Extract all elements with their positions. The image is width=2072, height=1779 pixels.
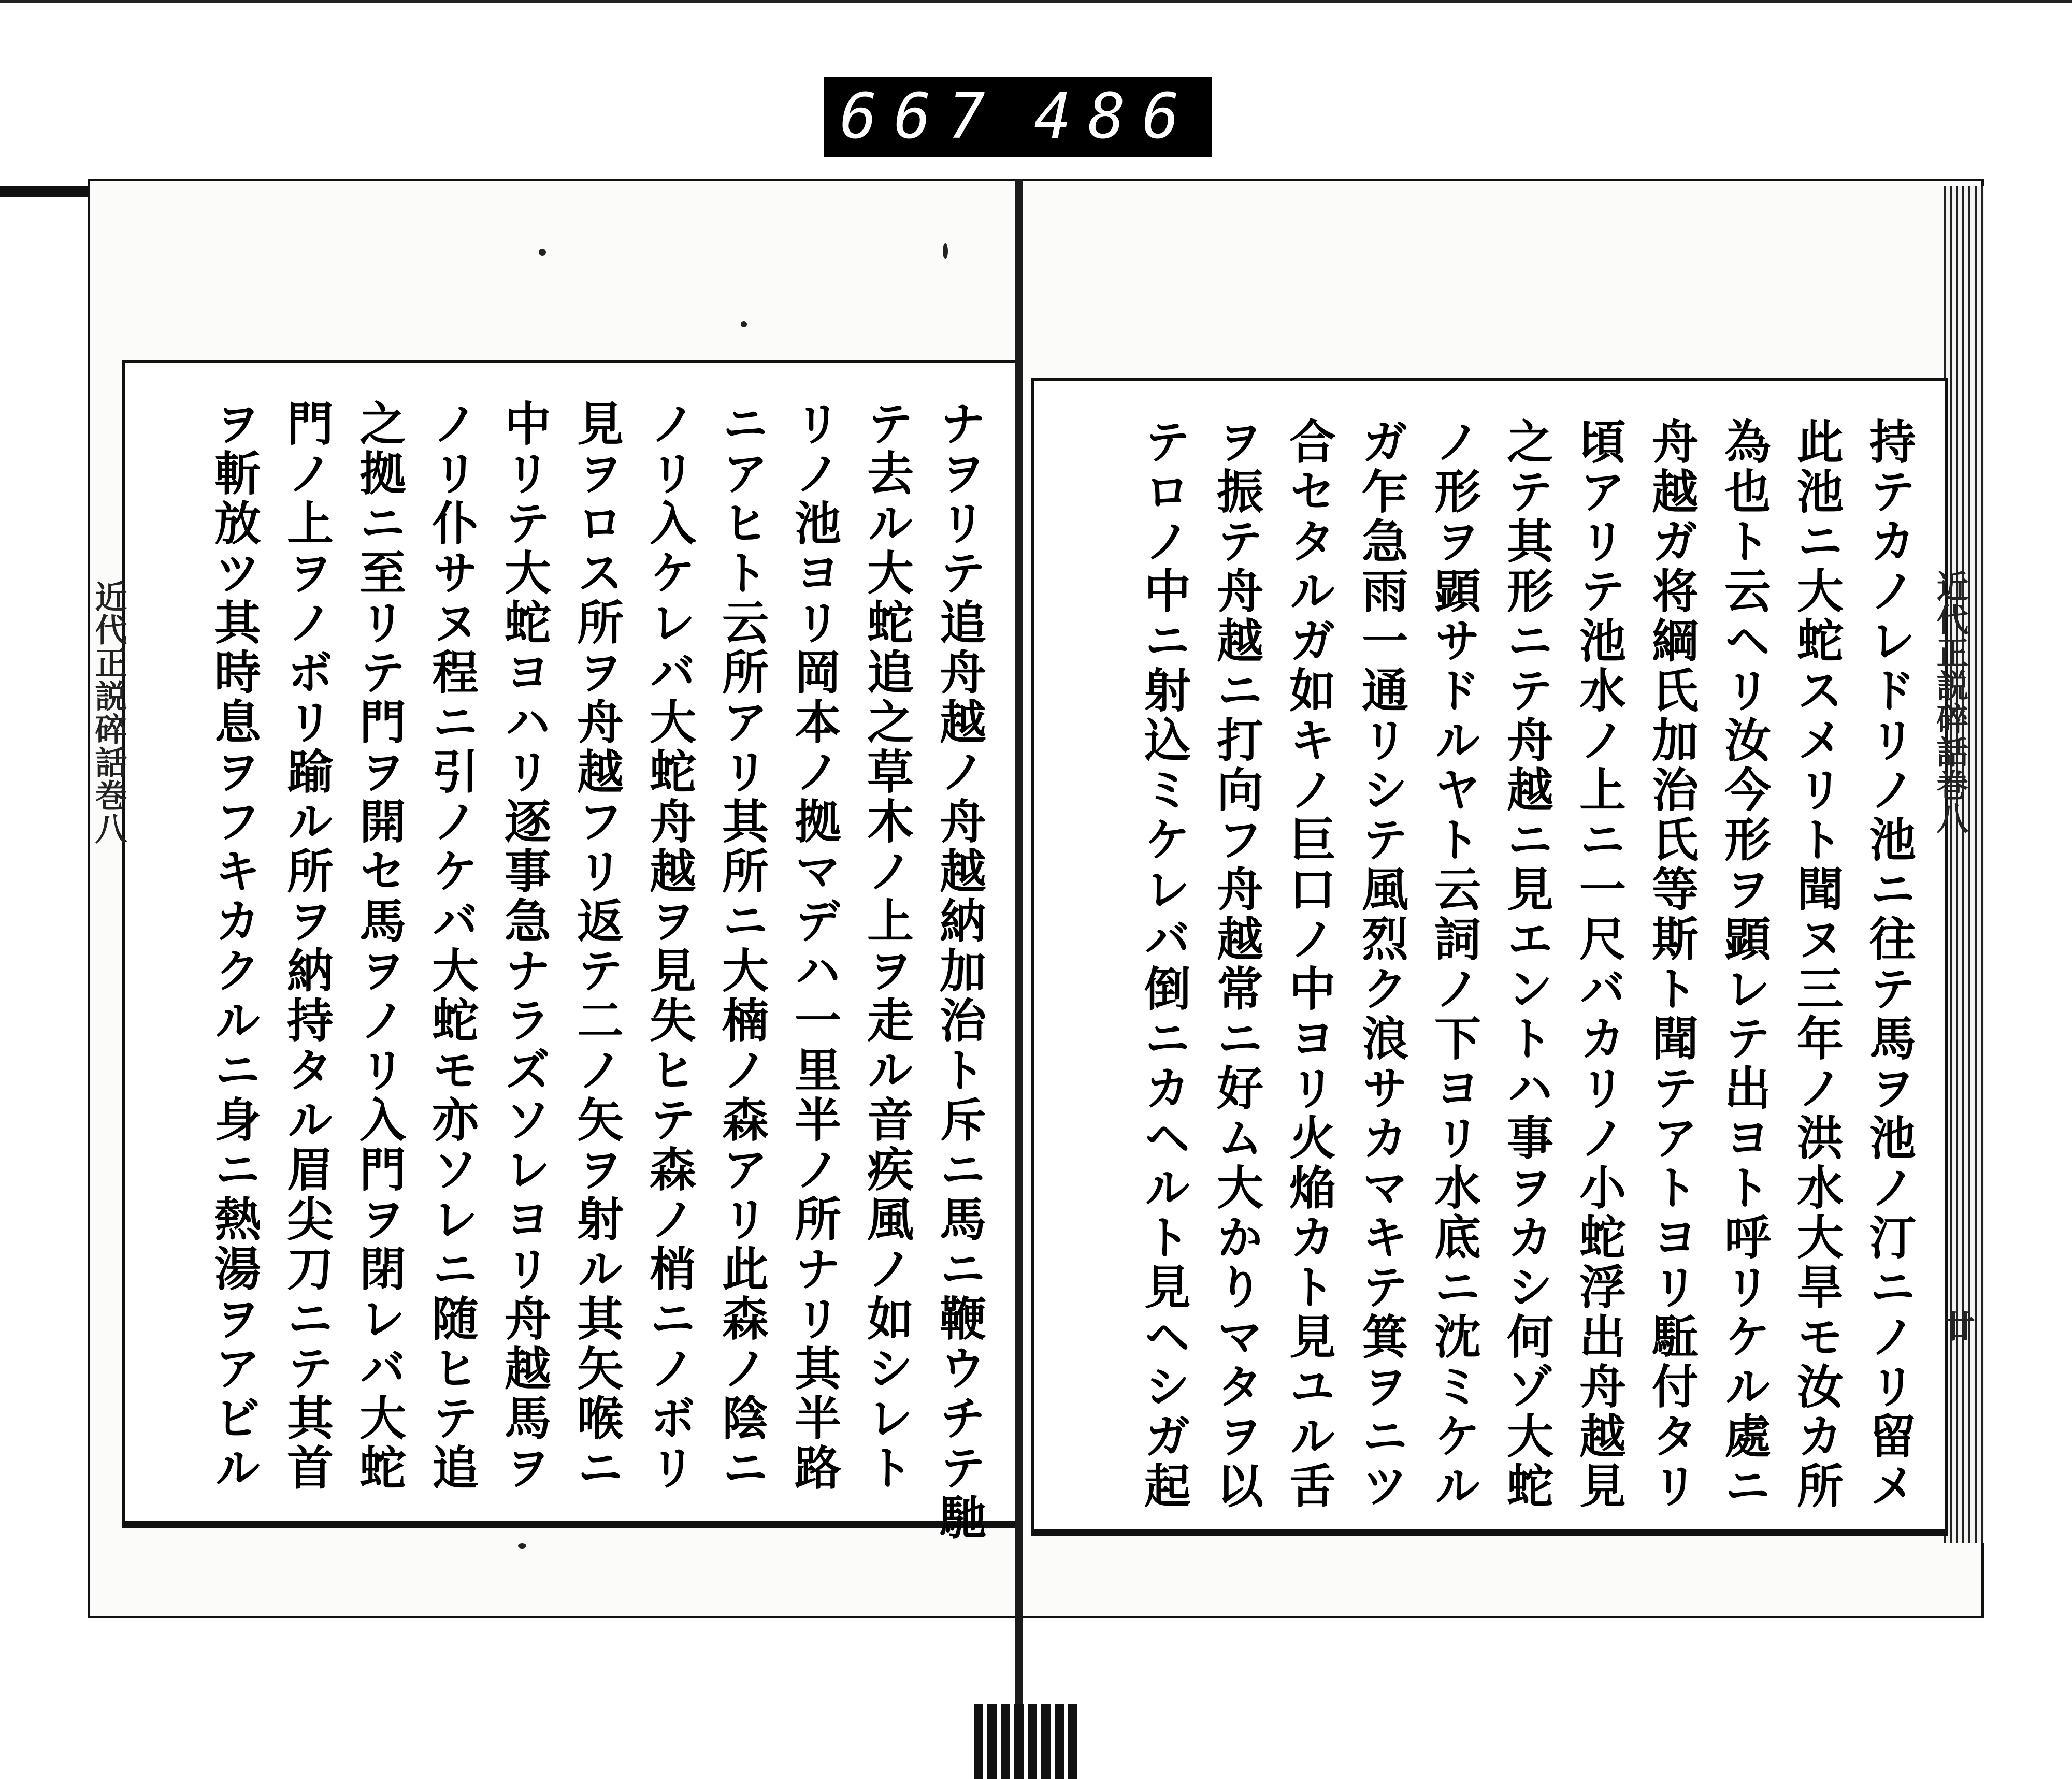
text-column: ノリ入ケレバ大蛇舟越ヲ見失ヒテ森ノ梢ニノボリ	[641, 399, 696, 1493]
right-running-head: 近代正説碎話巻八	[1931, 570, 1969, 835]
text-column: 持テカノレドリノ池ニ往テ馬ヲ池ノ汀ニノリ留メ	[1861, 417, 1916, 1511]
book-spine	[1015, 179, 1023, 1779]
text-column: 舟越ガ将綱氏加治氏等斯ト聞テアトヨリ駈付タリ	[1644, 417, 1699, 1511]
text-column: ヲ振テ舟越ニ打向フ舟越常ニ好ム大かりマタヲ以	[1208, 417, 1263, 1511]
text-column: ガ乍急雨一通リシテ風烈ク浪サカマキテ箕ヲニツ	[1354, 417, 1408, 1511]
text-column: テロノ中ニ射込ミケレバ倒ニカヘルト見ヘシガ起	[1136, 417, 1191, 1511]
left-page-text-frame	[122, 360, 1020, 1543]
text-column: ナヲリテ追舟越ノ舟越納加治ト斥ニ馬ニ鞭ウチテ馳	[931, 399, 986, 1543]
folio-number: 廿	[1939, 1310, 1975, 1341]
scan-speck	[943, 243, 948, 259]
text-column: 此池ニ大蛇スメリト聞ヌ三年ノ洪水大旱モ汝カ所	[1789, 417, 1844, 1511]
archive-number-left: 667	[840, 81, 1002, 153]
text-column: 之拠ニ至リテ門ヲ開セ馬ヲノリ入門ヲ閉レバ大蛇	[351, 399, 406, 1493]
spine-binding	[974, 1704, 1077, 1779]
text-column: 合セタルガ如キノ巨口ノ中ヨリ火焔カト見ユル舌	[1281, 417, 1336, 1511]
text-column: 頃アリテ池水ノ上ニ一尺バカリノ小蛇浮出舟越見	[1571, 417, 1626, 1511]
text-column: ノ形ヲ顕サドルヤト云詞ノ下ヨリ水底ニ沈ミケル	[1426, 417, 1481, 1511]
archive-number-label	[824, 77, 1212, 157]
scan-speck	[518, 1543, 526, 1549]
text-column: ヲ斬放ツ其時息ヲフキカクルニ身ニ熱湯ヲアビル	[206, 399, 261, 1493]
text-column: 之テ其形ニテ舟越ニ見エントハ事ヲカシ何ゾ大蛇	[1499, 417, 1553, 1511]
text-column: ニアヒト云所アリ其所ニ大楠ノ森アリ此森ノ陰ニ	[714, 399, 769, 1493]
text-column: リノ池ヨリ岡本ノ拠マデハ一里半ノ所ナリ其半路	[786, 399, 841, 1493]
book-edge-shadow	[0, 186, 88, 197]
text-column: 見ヲロス所ヲ舟越フリ返テ二ノ矢ヲ射ル其矢喉ニ	[569, 399, 624, 1493]
scan-speck	[741, 321, 747, 327]
archive-number-right: 486	[1034, 81, 1196, 153]
text-column: 門ノ上ヲノボリ踰ル所ヲ納持タル眉尖刀ニテ其首	[279, 399, 334, 1493]
text-column: 為也ト云ヘリ汝今形ヲ顕レテ出ヨト呼リケル處ニ	[1716, 417, 1771, 1511]
top-edge-rule	[0, 0, 2072, 10]
text-column: 中リテ大蛇ヨハリ逐事急ナラズソレヨリ舟越馬ヲ	[496, 399, 551, 1493]
text-column: テ去ル大蛇追之草木ノ上ヲ走ル音疾風ノ如シレト	[859, 399, 914, 1493]
text-column: ノリ仆サヌ程ニ引ノケバ大蛇モ亦ソレニ随ヒテ追	[424, 399, 479, 1493]
left-running-head: 近代正説碎話巻八	[90, 580, 127, 845]
right-page-text-frame	[1031, 378, 1948, 1536]
scan-speck	[539, 249, 546, 256]
